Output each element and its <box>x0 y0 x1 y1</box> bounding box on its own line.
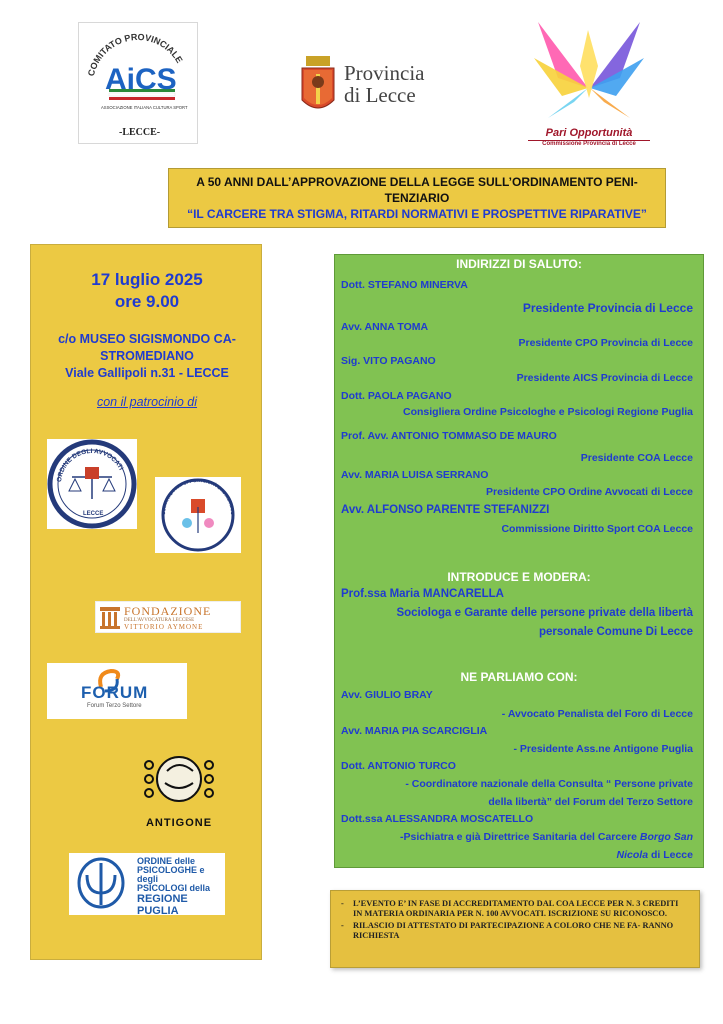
aics-subtitle: ASSOCIAZIONE ITALIANA CULTURA SPORT <box>101 105 188 110</box>
fondazione-line2: DELL'AVVOCATURA LECCESE <box>124 618 195 623</box>
speaker-role: - Coordinatore nazionale della Consulta “ Persone private <box>405 778 693 790</box>
speaker-role: - Avvocato Penalista del Foro di Lecce <box>501 708 693 720</box>
speaker-role-text: -Psichiatra e già Direttrice Sanitaria del Carcere <box>400 831 640 843</box>
speaker-role-cont <box>617 849 693 861</box>
saluti-name: Dott. PAOLA PAGANO <box>341 390 452 402</box>
venue-line2: STROMEDIANO <box>100 349 194 363</box>
notice-list <box>341 899 689 941</box>
ordine-psi-l1: ORDINE delle <box>137 856 196 866</box>
event-time: ore 9.00 <box>114 292 180 311</box>
psi-symbol-icon <box>71 855 133 913</box>
pari-butterfly-icon <box>528 18 650 126</box>
pari-subtitle: Commissione Provincia di Lecce <box>528 140 650 147</box>
aics-brand: AiCS <box>105 63 177 96</box>
fondazione-building-icon <box>98 603 122 631</box>
moderator-role-line1: Sociologa e Garante delle persone private della libertà <box>396 607 693 619</box>
saluti-name: Dott. STEFANO MINERVA <box>341 279 468 291</box>
title-line2: TENZIARIO <box>384 191 450 205</box>
cpo-avvocati-logo <box>155 477 241 553</box>
aics-ring-text: COMITATO PROVINCIALE <box>85 31 185 78</box>
saluti-heading: INDIRIZZI DI SALUTO: <box>456 257 582 271</box>
program-panel <box>334 254 704 868</box>
saluti-role: Commissione Diritto Sport COA Lecce <box>501 523 693 535</box>
provincia-lecce-logo <box>296 52 446 122</box>
speaker-name: Avv. GIULIO BRAY <box>341 689 433 701</box>
forum-sub: Forum Terzo Settore <box>87 703 142 709</box>
notice-item: - L’EVENTO E’ IN FASE DI ACCREDITAMENTO DAL COA LECCE PER N. 3 CREDITI IN MATERIA ORDINARIA PER N. 100 AVVOCATI. ISCRIZIONE SU RICONOSCO. <box>353 899 689 919</box>
aics-emblem <box>79 23 197 143</box>
speaker-role-italic2: Nicola <box>616 849 649 861</box>
aics-city: -LECCE- <box>119 127 161 138</box>
accreditation-notice <box>330 890 700 968</box>
antigone-head-icon <box>137 745 221 815</box>
provincia-line2: di Lecce <box>344 83 416 107</box>
saluti-name: Avv. ALFONSO PARENTE STEFANIZZI <box>341 504 550 516</box>
ordine-avvocati-logo <box>47 439 137 529</box>
speaker-name: Dott.ssa ALESSANDRA MOSCATELLO <box>341 813 534 825</box>
cpo-avvocati-seal-icon <box>155 477 241 553</box>
notice-item: - RILASCIO DI ATTESTATO DI PARTECIPAZIONE A COLORO CHE NE FA- RANNO RICHIESTA <box>353 921 689 941</box>
antigone-name: ANTIGONE <box>145 817 213 829</box>
speakers-heading: NE PARLIAMO CON: <box>460 670 578 684</box>
moderator-role-line2: personale Comune Di Lecce <box>538 626 693 638</box>
patronage-label: con il patrocinio di <box>96 395 198 409</box>
ordine-psicologi-logo <box>69 853 225 915</box>
pari-opportunita-logo <box>528 18 650 148</box>
avvocati-seal-icon <box>47 439 137 529</box>
pari-title: Pari Opportunità <box>545 127 633 139</box>
speaker-role-cont: della libertà” del Forum del Terzo Settore <box>488 796 693 808</box>
speaker-role-text2: di Lecce <box>648 849 693 861</box>
event-venue <box>31 331 263 382</box>
svg-text:ORDINE DEGLI AVVOCATI: ORDINE DEGLI AVVOCATI <box>56 447 125 483</box>
event-info-panel <box>30 244 262 960</box>
fondazione-line1: FONDAZIONE <box>124 604 212 618</box>
ordine-psi-l3: PSICOLOGI della <box>137 883 211 893</box>
saluti-role: Consigliera Ordine Psicologhe e Psicologi Regione Puglia <box>403 406 693 418</box>
ordine-psi-l2: PSICOLOGHE e degli <box>137 865 205 884</box>
svg-text:LECCE: LECCE <box>83 511 104 517</box>
venue-line3: Viale Gallipoli n.31 - LECCE <box>65 366 229 380</box>
speaker-role <box>400 831 693 843</box>
ordine-psi-l5: PUGLIA <box>137 905 179 917</box>
forum-terzo-settore-logo <box>47 663 187 719</box>
svg-text:COMITATO PARI OPPORTUNITÀ ORDI: COMITATO PARI OPPORTUNITÀ ORDINE AVVO <box>160 477 236 516</box>
speaker-role-italic: Borgo San <box>639 831 693 843</box>
saluti-role: Presidente CPO Ordine Avvocati di Lecce <box>486 486 693 498</box>
aics-logo <box>78 22 198 144</box>
forum-name: FORUM <box>81 683 149 702</box>
title-subtitle: “IL CARCERE TRA STIGMA, RITARDI NORMATIVI E PROSPETTIVE RIPARATIVE” <box>187 207 647 221</box>
saluti-role: Presidente Provincia di Lecce <box>522 301 693 315</box>
moderator-name: Prof.ssa Maria MANCARELLA <box>341 588 504 600</box>
ordine-psi-text <box>137 857 225 917</box>
provincia-name <box>344 62 424 106</box>
provincia-line1: Provincia <box>344 61 425 85</box>
ordine-psi-l4: REGIONE <box>137 893 188 905</box>
event-title-box <box>168 168 666 228</box>
speaker-name: Avv. MARIA PIA SCARCIGLIA <box>341 725 488 737</box>
saluti-role: Presidente AICS Provincia di Lecce <box>516 372 693 384</box>
saluti-role: Presidente COA Lecce <box>580 452 693 464</box>
speaker-name: Dott. ANTONIO TURCO <box>341 760 456 772</box>
speaker-role: - Presidente Ass.ne Antigone Puglia <box>513 743 693 755</box>
fondazione-line3: VITTORIO AYMONE <box>124 623 204 631</box>
modera-heading: INTRODUCE E MODERA: <box>447 570 591 584</box>
saluti-name: Avv. MARIA LUISA SERRANO <box>341 469 489 481</box>
venue-line1: c/o MUSEO SIGISMONDO CA- <box>58 332 236 346</box>
fondazione-aymone-logo <box>95 601 241 633</box>
saluti-name: Avv. ANNA TOMA <box>341 321 429 333</box>
saluti-name: Sig. VITO PAGANO <box>341 355 436 367</box>
title-line1: A 50 ANNI DALL’APPROVAZIONE DELLA LEGGE SULL’ORDINAMENTO PENI- <box>196 175 638 189</box>
saluti-role: Presidente CPO Provincia di Lecce <box>518 337 693 349</box>
saluti-name: Prof. Avv. ANTONIO TOMMASO DE MAURO <box>341 430 557 442</box>
event-date: 17 luglio 2025 <box>91 270 203 289</box>
provincia-crest-icon <box>296 52 340 122</box>
antigone-logo <box>137 745 221 835</box>
